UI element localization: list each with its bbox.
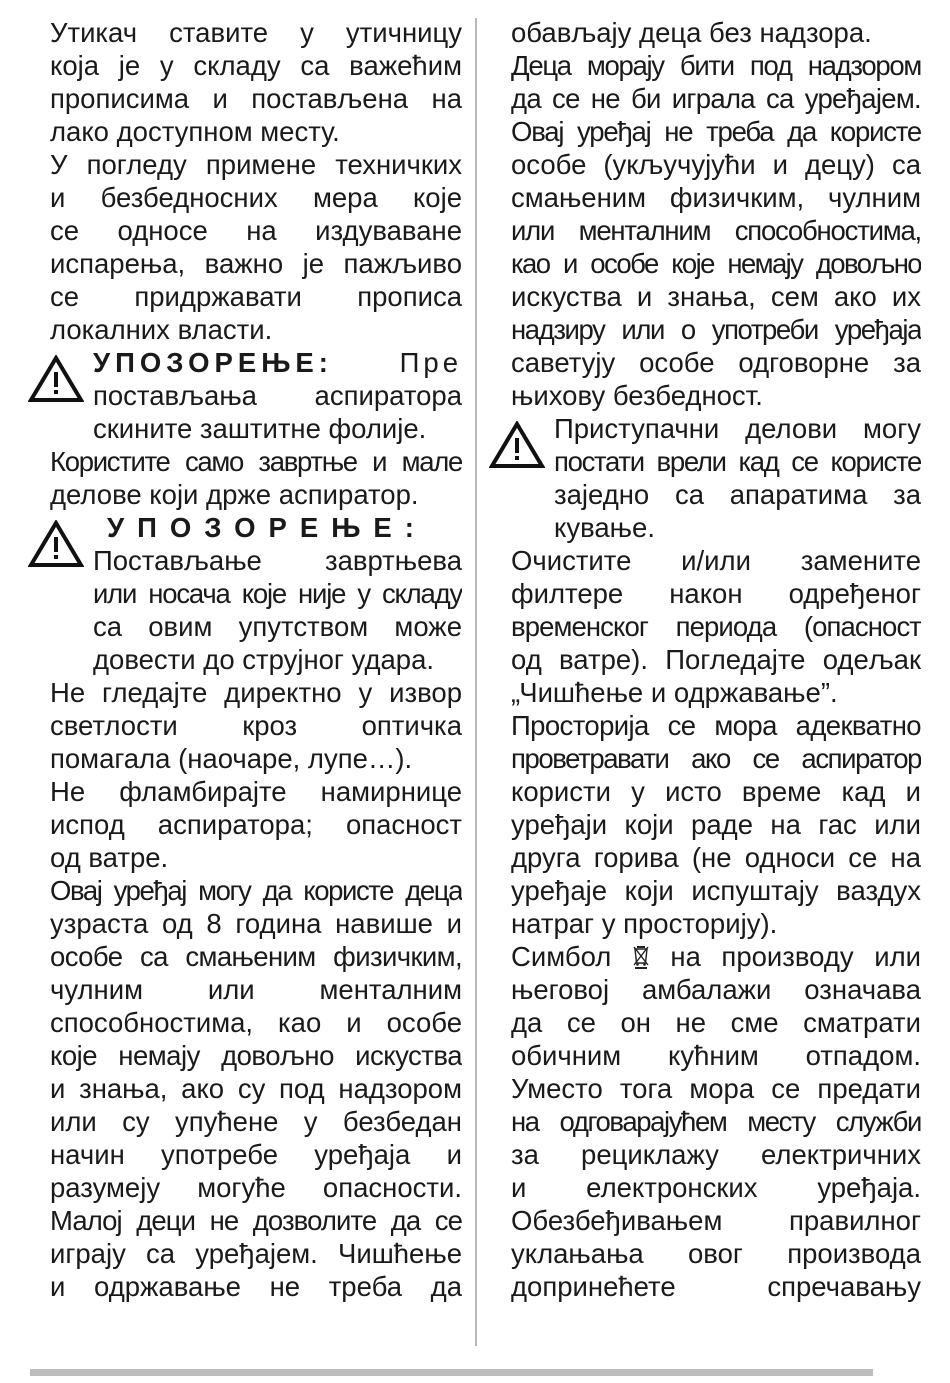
text-line: светлости кроз оптичка bbox=[50, 710, 462, 741]
text-line: друга горива (не односи се на bbox=[511, 842, 921, 873]
text-line: Овај уређај могу да користе деца bbox=[50, 875, 462, 906]
text-line: филтере након одређеног bbox=[511, 578, 921, 609]
text-line: се односе на издуваване bbox=[50, 215, 462, 246]
text-line: Уместо тога мора се предати bbox=[511, 1073, 921, 1104]
text-line: скините заштитне фолије. bbox=[93, 413, 427, 444]
warning-triangle-icon bbox=[489, 421, 545, 469]
text-line: и одржавање не треба да bbox=[50, 1271, 462, 1302]
text-line: заједно са апаратима за bbox=[554, 479, 921, 510]
text-line: начин употребе уређаја и bbox=[50, 1139, 462, 1170]
text-line: или носача које није у складу bbox=[93, 578, 462, 609]
text-line: надзиру или о употреби уређаја bbox=[511, 314, 921, 345]
text-line: искуства и знања, сем ако их bbox=[511, 281, 921, 312]
right-column bbox=[511, 16, 921, 1303]
text-line: локалних власти. bbox=[50, 314, 273, 345]
text-line: Обезбеђивањем правилног bbox=[511, 1205, 921, 1236]
text-line: или менталним способностима, bbox=[511, 215, 921, 246]
text-line: за рециклажу електричних bbox=[511, 1139, 921, 1170]
page-footer-rule bbox=[30, 1369, 873, 1376]
paragraph-filters bbox=[511, 544, 921, 709]
text-line: Постављање завртњева bbox=[93, 545, 462, 576]
text-line: на одговарајућем месту служби bbox=[511, 1106, 921, 1137]
left-column bbox=[50, 16, 462, 1303]
warning-title: УПОЗОРЕЊЕ: bbox=[107, 512, 427, 543]
warning-title-line bbox=[93, 346, 462, 379]
text-line: лако доступном месту. bbox=[50, 116, 340, 147]
text-line: да се не би играла са уређајем. bbox=[511, 83, 921, 114]
text-line: које немају довољно искуства bbox=[50, 1040, 462, 1071]
text-line: са овим упутством може bbox=[93, 611, 462, 642]
text-line: натраг у просторију). bbox=[511, 908, 778, 939]
warning-title-line bbox=[93, 511, 462, 544]
text-fragment: на производу или bbox=[670, 941, 921, 972]
text-line: „Чишћење и одржавање”. bbox=[511, 677, 838, 708]
warning-triangle-icon bbox=[28, 355, 84, 403]
text-line: кување. bbox=[554, 512, 655, 543]
text-line: играју са уређајем. Чишћење bbox=[50, 1238, 462, 1269]
text-line: Деца морају бити под надзором bbox=[511, 50, 921, 81]
text-line: довести до струјног удара. bbox=[93, 644, 435, 675]
text-line: као и особе које немају довољно bbox=[511, 248, 921, 279]
text-line: постати врели кад се користе bbox=[554, 446, 921, 477]
text-line: проветравати ако се аспиратор bbox=[511, 743, 921, 774]
text-line: од ватре). Погледајте одељак bbox=[511, 644, 921, 675]
text-line: допринећете спречавању bbox=[511, 1271, 921, 1302]
paragraph-supervision bbox=[511, 16, 921, 412]
warning-protective-film bbox=[50, 346, 462, 445]
text-line: чулним или менталним bbox=[50, 974, 462, 1005]
text-line: Не фламбирајте намирнице bbox=[50, 776, 462, 807]
text-line: Не гледајте директно у извор bbox=[50, 677, 462, 708]
text-fragment: Пре bbox=[399, 347, 462, 378]
text-line: од ватре. bbox=[50, 842, 169, 873]
warning-hot-parts bbox=[511, 412, 921, 544]
text-line: уређаје који испуштају ваздух bbox=[511, 875, 921, 906]
text-line: У погледу примене техничких bbox=[50, 149, 462, 180]
text-line: уклањања овог производа bbox=[511, 1238, 921, 1269]
text-line: узраста од 8 година навише и bbox=[50, 908, 462, 939]
text-line: Приступачни делови могу bbox=[554, 413, 921, 444]
text-line: способностима, као и особе bbox=[50, 1007, 462, 1038]
text-line: обављају деца без надзора. bbox=[511, 17, 872, 48]
text-line: помагала (наочаре, лупе…). bbox=[50, 743, 413, 774]
text-line: њихову безбедност. bbox=[511, 380, 763, 411]
text-line: или су упућене у безбедан bbox=[50, 1106, 462, 1137]
text-line: разумеју могуће опасности. bbox=[50, 1172, 462, 1203]
text-line: временског периода (опасност bbox=[511, 611, 921, 642]
text-line: Утикач ставите у утичницу bbox=[50, 17, 462, 48]
crossed-out-bin-icon bbox=[632, 943, 650, 969]
paragraph-screws bbox=[50, 445, 462, 511]
paragraph-disposal bbox=[511, 940, 921, 1303]
text-line: особе са смањеним физичким, bbox=[50, 941, 462, 972]
text-line: испарења, важно је пажљиво bbox=[50, 248, 462, 279]
text-line: уређаји који раде на гас или bbox=[511, 809, 921, 840]
symbol-line bbox=[511, 940, 921, 973]
text-line: делове који држе аспиратор. bbox=[50, 479, 419, 510]
text-line: Овај уређај не треба да користе bbox=[511, 116, 921, 147]
text-line: и знања, ако су под надзором bbox=[50, 1073, 462, 1104]
text-line: и безбедносних мера које bbox=[50, 182, 462, 213]
paragraph-flambe bbox=[50, 775, 462, 874]
text-line: користи у исто време кад и bbox=[511, 776, 921, 807]
paragraph-optical bbox=[50, 676, 462, 775]
warning-electric-shock bbox=[50, 511, 462, 676]
text-line: обичним кућним отпадом. bbox=[511, 1040, 921, 1071]
text-fragment: Симбол bbox=[511, 941, 612, 972]
text-line: да се он не сме сматрати bbox=[511, 1007, 921, 1038]
text-line: саветују особе одговорне за bbox=[511, 347, 921, 378]
paragraph-socket bbox=[50, 16, 462, 148]
warning-triangle-icon bbox=[28, 520, 84, 568]
text-line: испод аспиратора; опасност bbox=[50, 809, 462, 840]
text-line: Очистите и/или замените bbox=[511, 545, 921, 576]
text-line: смањеним физичким, чулним bbox=[511, 182, 921, 213]
warning-title: УПОЗОРЕЊЕ: bbox=[93, 347, 333, 378]
text-line: прописима и постављена на bbox=[50, 83, 462, 114]
text-line: његовој амбалажи означава bbox=[511, 974, 921, 1005]
paragraph-exhaust-regulations bbox=[50, 148, 462, 346]
text-line: и електронских уређаја. bbox=[511, 1172, 921, 1203]
text-line: се придржавати прописа bbox=[50, 281, 462, 312]
paragraph-children-use bbox=[50, 874, 462, 1303]
paragraph-ventilation bbox=[511, 709, 921, 940]
text-line: особе (укључујући и децу) са bbox=[511, 149, 921, 180]
text-line: постављања аспиратора bbox=[93, 380, 462, 411]
column-divider bbox=[475, 18, 477, 1346]
text-line: која је у складу са важећим bbox=[50, 50, 462, 81]
text-line: Малој деци не дозволите да се bbox=[50, 1205, 462, 1236]
text-line: Користите само завртње и мале bbox=[50, 446, 462, 477]
text-line: Просторија се мора адекватно bbox=[511, 710, 921, 741]
